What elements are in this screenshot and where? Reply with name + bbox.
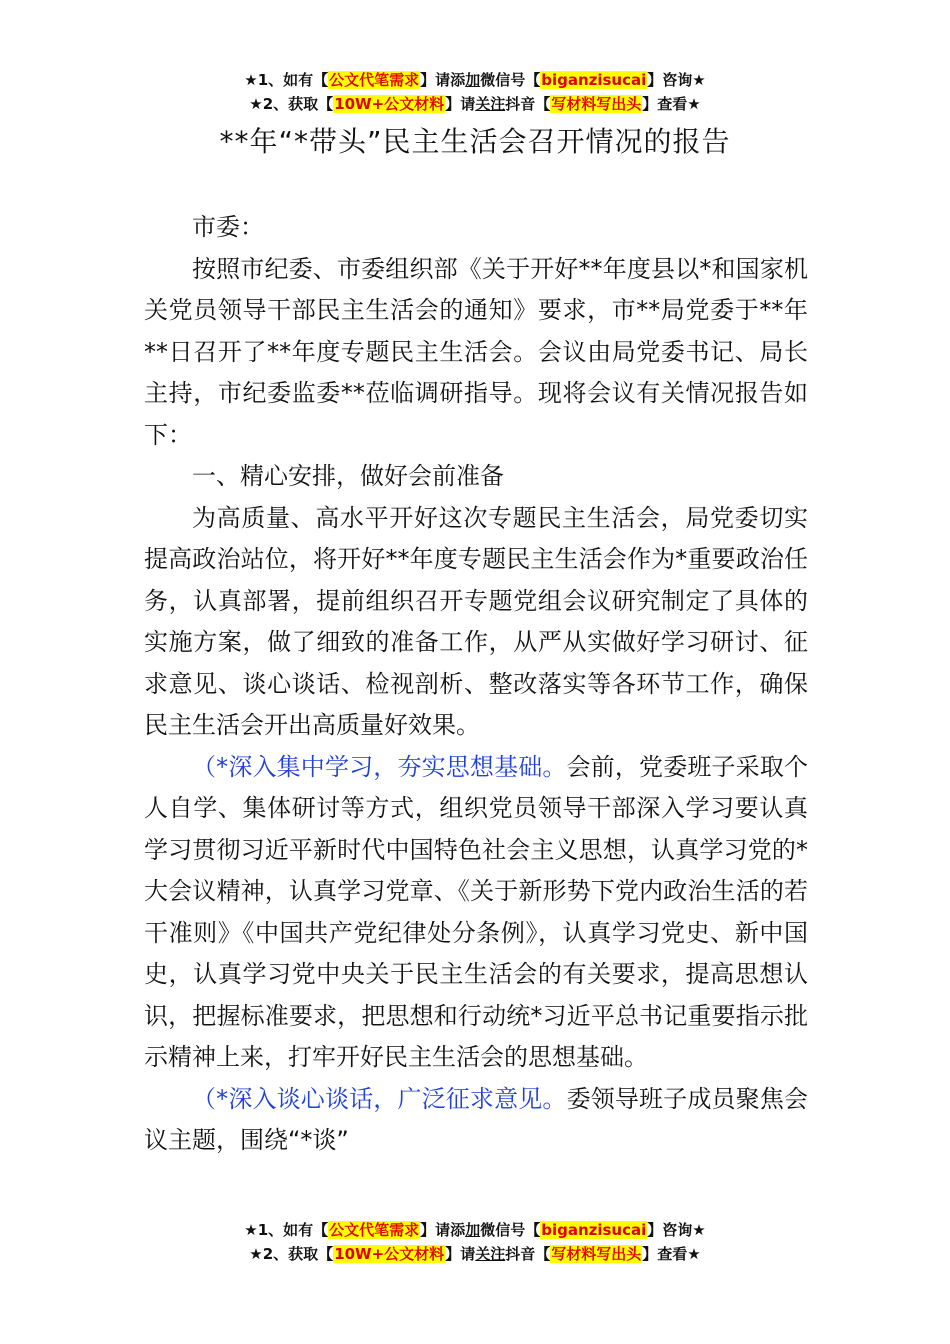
promo-underline: 加: [465, 71, 481, 89]
promo-highlight: 10W+公文材料: [334, 95, 445, 113]
section-heading: 一、精心安排，做好会前准备: [192, 462, 504, 490]
promo-text: 】请: [445, 1245, 476, 1263]
promo-text: 】请添: [420, 71, 466, 89]
promo-text: 】查看★: [642, 95, 701, 113]
promo-text: 抖音【: [505, 1245, 551, 1263]
promo-text: ★2、获取【: [249, 95, 334, 113]
document-body: [144, 207, 808, 1162]
promo-text: 微信号【: [480, 1221, 541, 1239]
promo-underline: 加: [465, 1221, 481, 1239]
promo-line-2: [0, 1242, 950, 1266]
promo-text: 抖音【: [505, 95, 551, 113]
promo-text: ★2、获取【: [249, 1245, 334, 1263]
promo-underline: 关注: [475, 1245, 506, 1263]
item-paragraph: [144, 747, 808, 1079]
header-promo-banner: [0, 68, 950, 116]
promo-highlight: biganzisucai: [541, 1221, 647, 1239]
salutation: 市委：: [192, 213, 264, 241]
promo-highlight: 写材料写出头: [551, 95, 642, 113]
promo-line-1: [0, 1218, 950, 1242]
promo-line-2: [0, 92, 950, 116]
promo-highlight: 写材料写出头: [551, 1245, 642, 1263]
promo-text: ★1、如有【: [244, 71, 329, 89]
promo-highlight: 公文代笔需求: [329, 71, 420, 89]
item-paragraph: [144, 1079, 808, 1162]
document-title: **年“*带头”民主生活会召开情况的报告: [219, 125, 731, 158]
promo-text: 】咨询★: [647, 1221, 706, 1239]
promo-highlight: biganzisucai: [541, 71, 647, 89]
promo-highlight: 10W+公文材料: [334, 1245, 445, 1263]
item-lead: （*深入集中学习，夯实思想基础。: [192, 752, 567, 781]
promo-text: 】请添: [420, 1221, 466, 1239]
item-lead: （*深入谈心谈话，广泛征求意见。: [192, 1084, 567, 1113]
promo-line-1: [0, 68, 950, 92]
promo-text: 】请: [445, 95, 476, 113]
promo-text: 微信号【: [480, 71, 541, 89]
intro-paragraph: 按照市纪委、市委组织部《关于开好**年度县以*和国家机关党员领导干部民主生活会的通知》要求，市**局党委于**年**日召开了**年度专题民主生活会。会议由局党委书记、局长主持，市纪委监委**莅临调研指导。现将会议有关情况报告如下：: [144, 254, 808, 449]
item-body: 会前，党委班子采取个人自学、集体研讨等方式，组织党员领导干部深入学习要认真学习贯彻习近平新时代中国特色社会主义思想，认真学习党的*大会议精神，认真学习党章、《关于新形势下党内政治生活的若干准则》《中国共产党纪律处分条例》，认真学习党史、新中国史，认真学习党中央关于民主生活会的有关要求，提高思想认识，把握标准要求，把思想和行动统*习近平总书记重要指示批示精神上来，打牢开好民主生活会的思想基础。: [144, 752, 809, 1071]
promo-text: ★1、如有【: [244, 1221, 329, 1239]
promo-text: 】查看★: [642, 1245, 701, 1263]
item-body: 委领导班子成员聚焦会议主题，围绕“*谈”: [144, 1084, 809, 1154]
promo-text: 】咨询★: [647, 71, 706, 89]
section-paragraph: 为高质量、高水平开好这次专题民主生活会，局党委切实提高政治站位，将开好**年度专题民主生活会作为*重要政治任务，认真部署，提前组织召开专题党组会议研究制定了具体的实施方案，做了细致的准备工作，从严从实做好学习研讨、征求意见、谈心谈话、检视剖析、整改落实等各环节工作，确保民主生活会开出高质量好效果。: [144, 503, 808, 739]
promo-highlight: 公文代笔需求: [329, 1221, 420, 1239]
promo-underline: 关注: [475, 95, 506, 113]
footer-promo-banner: [0, 1218, 950, 1266]
